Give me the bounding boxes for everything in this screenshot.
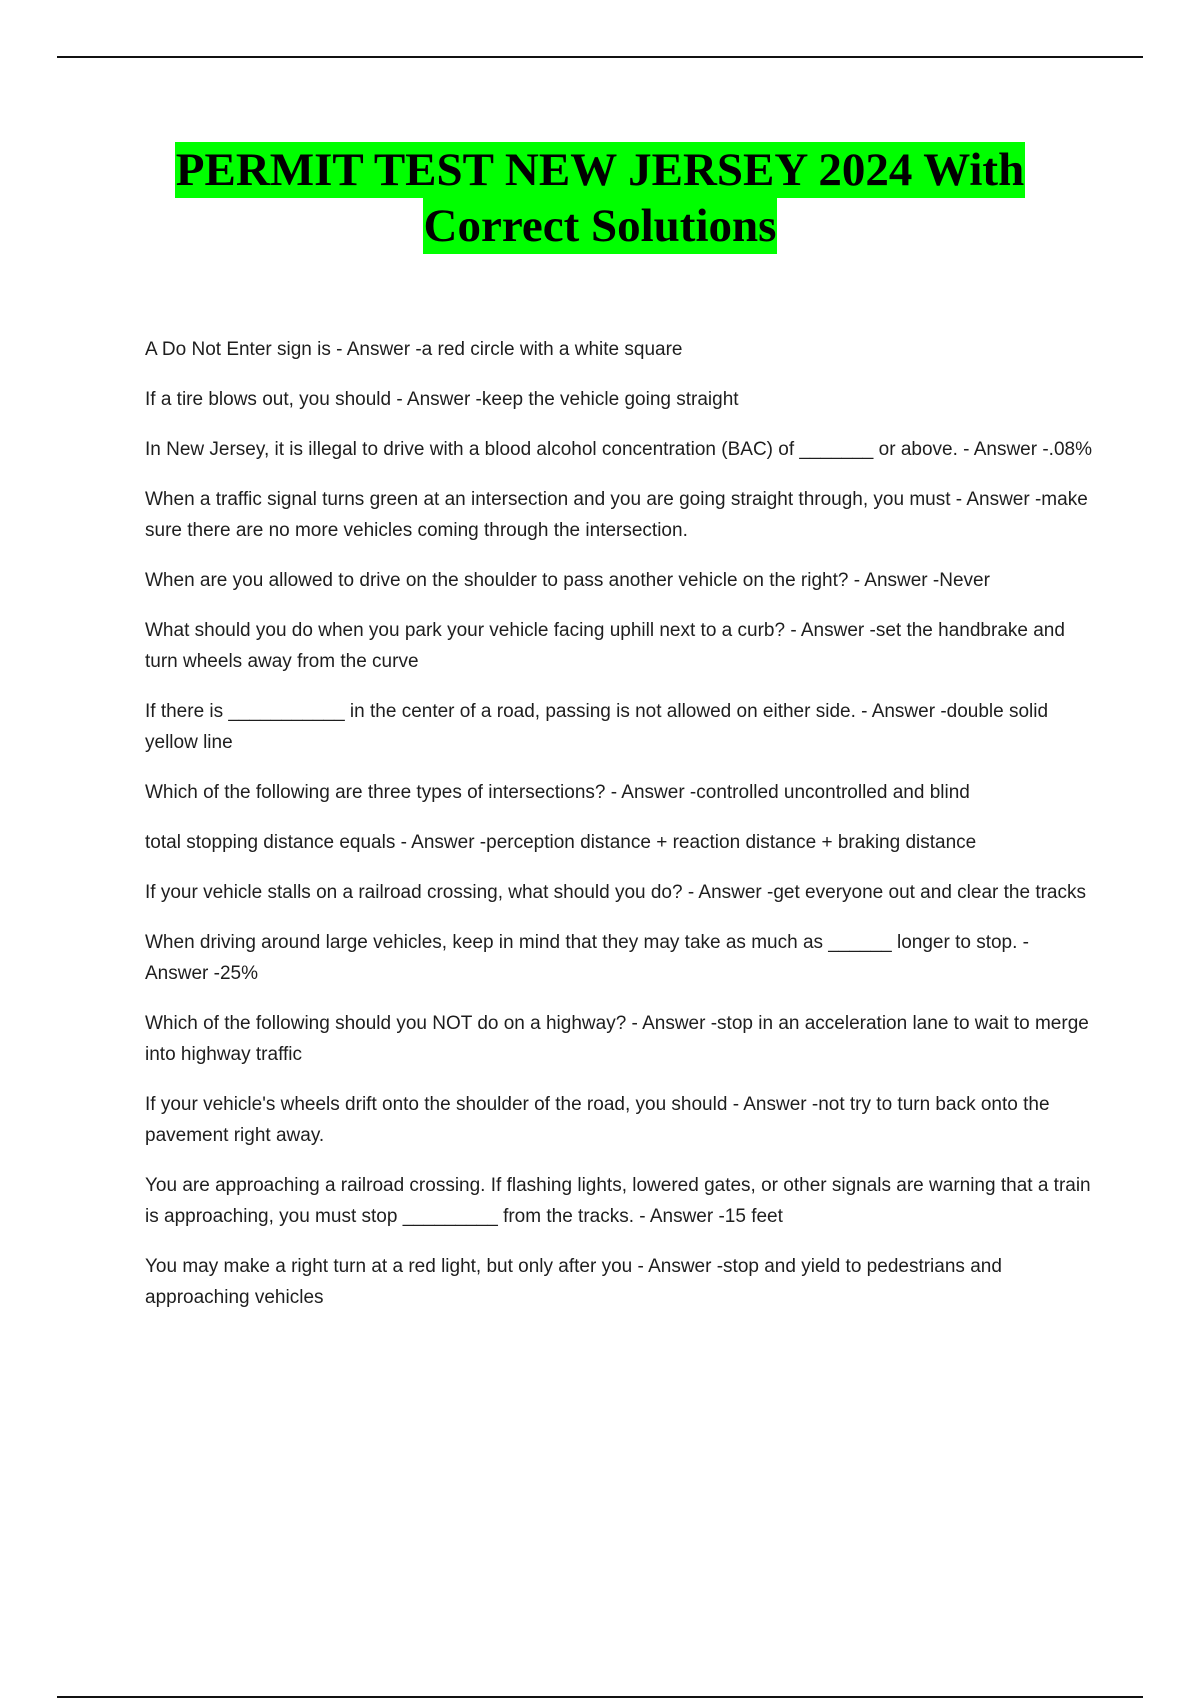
- qa-item: When are you allowed to drive on the shoulder to pass another vehicle on the right? - Answer -Never: [145, 570, 990, 591]
- title-line-2: Correct Solutions: [423, 200, 777, 252]
- qa-item: total stopping distance equals - Answer -perception distance + reaction distance + braking distance: [145, 832, 977, 853]
- qa-item: When driving around large vehicles, keep in mind that they may take as much as ______ longer to stop. - Answer -25%: [145, 932, 1029, 984]
- top-rule: [57, 56, 1143, 58]
- qa-item: If your vehicle stalls on a railroad crossing, what should you do? - Answer -get everyone out and clear the tracks: [145, 882, 1086, 903]
- qa-item: A Do Not Enter sign is - Answer -a red circle with a white square: [145, 339, 683, 360]
- bottom-rule: [57, 1696, 1143, 1698]
- document-title: [0, 142, 1200, 254]
- qa-item: What should you do when you park your vehicle facing uphill next to a curb? - Answer -set the handbrake and turn wheels away from the curve: [145, 620, 1065, 672]
- qa-item: If there is ___________ in the center of a road, passing is not allowed on either side. - Answer -double solid yellow line: [145, 701, 1049, 753]
- qa-item: If a tire blows out, you should - Answer -keep the vehicle going straight: [145, 389, 739, 410]
- qa-item: When a traffic signal turns green at an intersection and you are going straight through, you must - Answer -make sure there are no more vehicles coming through the intersection.: [145, 489, 1088, 541]
- qa-item: Which of the following are three types of intersections? - Answer -controlled uncontrolled and blind: [145, 782, 970, 803]
- qa-item: You may make a right turn at a red light, but only after you - Answer -stop and yield to pedestrians and approaching vehicles: [145, 1256, 1002, 1308]
- qa-item: You are approaching a railroad crossing. If flashing lights, lowered gates, or other signals are warning that a train is approaching, you must stop _________ from the tracks. - Answer -15 feet: [145, 1175, 1091, 1227]
- qa-list: [145, 334, 1095, 1332]
- qa-item: Which of the following should you NOT do on a highway? - Answer -stop in an acceleration lane to wait to merge into highway traffic: [145, 1013, 1089, 1065]
- qa-item: In New Jersey, it is illegal to drive with a blood alcohol concentration (BAC) of _______ or above. - Answer -.08%: [145, 439, 1092, 460]
- qa-item: If your vehicle's wheels drift onto the shoulder of the road, you should - Answer -not try to turn back onto the pavement right away.: [145, 1094, 1050, 1146]
- title-line-1: PERMIT TEST NEW JERSEY 2024 With: [175, 144, 1025, 196]
